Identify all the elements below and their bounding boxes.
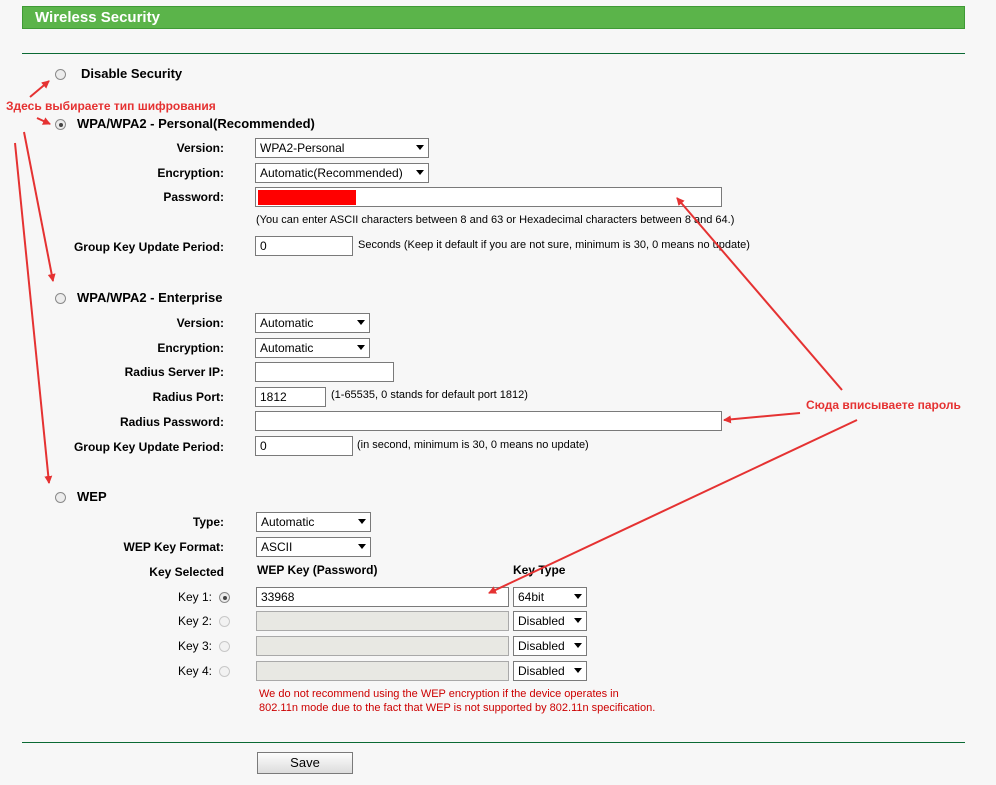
chevron-down-icon xyxy=(574,668,582,673)
chevron-down-icon xyxy=(357,345,365,350)
wep-key-header: WEP Key (Password) xyxy=(257,563,378,577)
password-redaction xyxy=(258,190,356,205)
key1-input[interactable]: 33968 xyxy=(256,587,509,607)
annotation-encryption-type: Здесь выбираете тип шифрования xyxy=(6,99,216,113)
enterprise-version-label: Version: xyxy=(176,316,224,330)
wpa-personal-label: WPA/WPA2 - Personal(Recommended) xyxy=(77,116,315,131)
page-title: Wireless Security xyxy=(35,9,160,26)
disable-security-label: Disable Security xyxy=(81,66,183,81)
key3-label: Key 3: xyxy=(177,639,212,653)
arrow-to-radius-password xyxy=(724,413,800,420)
key4-label: Key 4: xyxy=(177,664,212,678)
key2-type-value: Disabled xyxy=(518,614,565,628)
personal-password-label: Password: xyxy=(163,190,224,204)
annotation-password: Сюда вписываете пароль xyxy=(806,398,961,412)
bottom-divider xyxy=(22,742,965,743)
wep-warning-line2: 802.11n mode due to the fact that WEP is not supported by 802.11n specification. xyxy=(259,702,656,714)
chevron-down-icon xyxy=(358,519,366,524)
personal-password-hint: (You can enter ASCII characters between 8 and 63 or Hexadecimal characters between 8 and 64.) xyxy=(256,214,735,226)
chevron-down-icon xyxy=(574,643,582,648)
key4-input[interactable] xyxy=(256,661,509,681)
wpa-personal-radio[interactable] xyxy=(55,119,66,130)
radius-ip-label: Radius Server IP: xyxy=(124,365,224,379)
personal-gkup-hint: Seconds (Keep it default if you are not sure, minimum is 30, 0 means no update) xyxy=(358,239,750,251)
wep-type-label: Type: xyxy=(192,515,224,529)
wep-format-select[interactable] xyxy=(256,537,371,557)
key1-type-select[interactable] xyxy=(513,587,587,607)
key4-type-select[interactable] xyxy=(513,661,587,681)
disable-security-radio[interactable] xyxy=(55,69,66,80)
enterprise-gkup-label: Group Key Update Period: xyxy=(73,440,224,454)
enterprise-version-select[interactable] xyxy=(255,313,370,333)
personal-encryption-label: Encryption: xyxy=(157,166,224,180)
chevron-down-icon xyxy=(416,170,424,175)
wep-type-select[interactable] xyxy=(256,512,371,532)
personal-encryption-value: Automatic(Recommended) xyxy=(260,166,403,180)
arrow-to-personal-password xyxy=(677,198,842,390)
radius-port-label: Radius Port: xyxy=(152,390,224,404)
enterprise-encryption-value: Automatic xyxy=(260,341,314,355)
enterprise-version-value: Automatic xyxy=(260,316,314,330)
key3-radio[interactable] xyxy=(219,641,230,652)
wep-warning-line1: We do not recommend using the WEP encryption if the device operates in xyxy=(259,688,619,700)
key3-type-select[interactable] xyxy=(513,636,587,656)
chevron-down-icon xyxy=(357,320,365,325)
chevron-down-icon xyxy=(574,594,582,599)
personal-version-select[interactable] xyxy=(255,138,429,158)
key4-radio[interactable] xyxy=(219,666,230,677)
wpa-enterprise-label: WPA/WPA2 - Enterprise xyxy=(77,290,223,305)
chevron-down-icon xyxy=(574,618,582,623)
wpa-enterprise-radio[interactable] xyxy=(55,293,66,304)
key3-type-value: Disabled xyxy=(518,639,565,653)
wep-warning xyxy=(259,687,655,715)
save-button[interactable]: Save xyxy=(257,752,353,774)
wep-radio[interactable] xyxy=(55,492,66,503)
enterprise-gkup-input[interactable]: 0 xyxy=(255,436,353,456)
wep-label: WEP xyxy=(77,489,107,504)
personal-gkup-input[interactable]: 0 xyxy=(255,236,353,256)
arrow-to-disable xyxy=(30,81,49,97)
radius-port-input[interactable]: 1812 xyxy=(255,387,326,407)
key1-radio[interactable] xyxy=(219,592,230,603)
page-header xyxy=(22,6,965,29)
key1-label: Key 1: xyxy=(177,590,212,604)
enterprise-gkup-hint: (in second, minimum is 30, 0 means no update) xyxy=(357,439,589,451)
key4-type-value: Disabled xyxy=(518,664,565,678)
personal-encryption-select[interactable] xyxy=(255,163,429,183)
radius-port-hint: (1-65535, 0 stands for default port 1812) xyxy=(331,389,528,401)
radius-password-input[interactable] xyxy=(255,411,722,431)
key2-label: Key 2: xyxy=(177,614,212,628)
key2-radio[interactable] xyxy=(219,616,230,627)
enterprise-encryption-label: Encryption: xyxy=(157,341,224,355)
arrow-to-personal xyxy=(37,118,50,124)
radius-password-label: Radius Password: xyxy=(119,415,224,429)
key-type-header: Key Type xyxy=(513,563,566,577)
key1-type-value: 64bit xyxy=(518,590,545,604)
enterprise-encryption-select[interactable] xyxy=(255,338,370,358)
personal-gkup-label: Group Key Update Period: xyxy=(73,240,224,254)
key-selected-header: Key Selected xyxy=(149,565,224,579)
key2-input[interactable] xyxy=(256,611,509,631)
radius-ip-input[interactable] xyxy=(255,362,394,382)
chevron-down-icon xyxy=(358,544,366,549)
key3-input[interactable] xyxy=(256,636,509,656)
wep-format-label: WEP Key Format: xyxy=(123,540,224,554)
personal-version-value: WPA2-Personal xyxy=(260,141,345,155)
key2-type-select[interactable] xyxy=(513,611,587,631)
wep-type-value: Automatic xyxy=(261,515,315,529)
chevron-down-icon xyxy=(416,145,424,150)
personal-version-label: Version: xyxy=(176,141,224,155)
wep-format-value: ASCII xyxy=(261,540,293,554)
top-divider xyxy=(22,53,965,54)
